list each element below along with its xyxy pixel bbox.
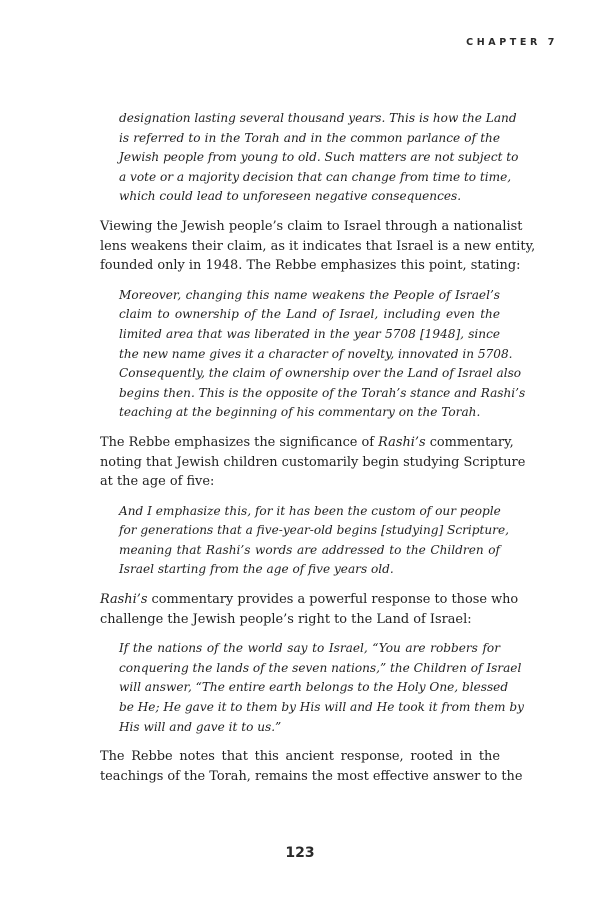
text-line: Consequently, the claim of ownership over the Land of Israel also bbox=[119, 366, 522, 381]
text-line: noting that Jewish children customarily begin studying Scripture bbox=[100, 454, 526, 470]
paragraph bbox=[100, 747, 523, 786]
text-line: designation lasting several thousand years. This is how the Land bbox=[119, 111, 517, 125]
text-line: Rashi’s commentary provides a powerful response to those who bbox=[100, 592, 519, 608]
block-quote bbox=[119, 639, 524, 737]
paragraph bbox=[100, 433, 526, 492]
text-line: challenge the Jewish people’s right to the Land of Israel: bbox=[100, 611, 472, 627]
text-line: the new name gives it a character of novelty, innovated in 5708. bbox=[119, 346, 513, 361]
text-line: meaning that Rashi’s words are addressed to the Children of bbox=[119, 542, 500, 557]
paragraph bbox=[100, 217, 536, 276]
paragraph bbox=[100, 590, 519, 629]
text-line: a vote or a majority decision that can change from time to time, bbox=[119, 169, 512, 184]
text-line: The Rebbe emphasizes the significance of Rashi’s commentary, bbox=[100, 434, 514, 450]
text-line: limited area that was liberated in the year 5708 [1948], since bbox=[119, 326, 500, 341]
block-quote bbox=[119, 109, 519, 207]
text-line: Israel starting from the age of five years old. bbox=[119, 562, 394, 577]
running-head: CHAPTER 7 bbox=[466, 37, 558, 48]
text-line: is referred to in the Torah and in the common parlance of the bbox=[119, 130, 500, 145]
text-line: founded only in 1948. The Rebbe emphasizes this point, stating: bbox=[100, 258, 521, 274]
text-line: And I emphasize this, for it has been the custom of our people bbox=[119, 503, 501, 518]
block-quote bbox=[119, 286, 526, 423]
text-line: for generations that a five-year-old begins [studying] Scripture, bbox=[119, 523, 509, 538]
page-number: 123 bbox=[285, 845, 315, 861]
text-line: which could lead to unforeseen negative consequences. bbox=[119, 189, 462, 204]
text-line: at the age of five: bbox=[100, 474, 215, 490]
text-line: be He; He gave it to them by His will and He took it from them by bbox=[119, 700, 524, 715]
block-quote bbox=[119, 502, 509, 580]
text-line: begins then. This is the opposite of the Torah’s stance and Rashi’s bbox=[119, 385, 526, 400]
text-line: teachings of the Torah, remains the most effective answer to the bbox=[100, 768, 523, 784]
text-line: His will and gave it to us.” bbox=[119, 719, 282, 734]
text-line: The Rebbe notes that this ancient response, rooted in the bbox=[100, 749, 500, 765]
text-line: lens weakens their claim, as it indicates that Israel is a new entity, bbox=[100, 238, 536, 254]
text-line: conquering the lands of the seven nations,” the Children of Israel bbox=[119, 660, 522, 675]
text-line: claim to ownership of the Land of Israel, including even the bbox=[119, 307, 500, 322]
text-line: If the nations of the world say to Israel, “You are robbers for bbox=[119, 641, 500, 656]
body-text bbox=[100, 109, 536, 796]
text-line: Viewing the Jewish people’s claim to Israel through a nationalist bbox=[100, 218, 523, 234]
text-line: will answer, “The entire earth belongs to the Holy One, blessed bbox=[119, 680, 509, 695]
text-line: Jewish people from young to old. Such matters are not subject to bbox=[119, 150, 519, 165]
text-line: teaching at the beginning of his commentary on the Torah. bbox=[119, 405, 481, 420]
text-line: Moreover, changing this name weakens the People of Israel’s bbox=[119, 287, 500, 302]
